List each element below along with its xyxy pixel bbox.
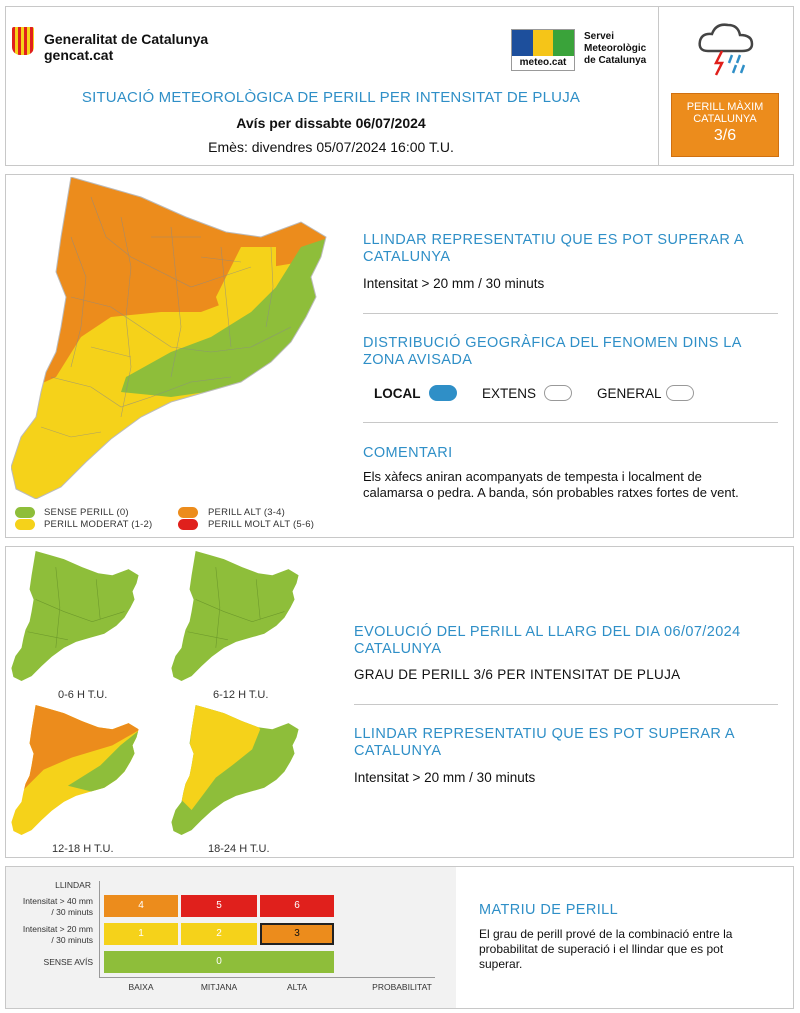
matrix-panel bbox=[5, 866, 794, 1009]
comment-text: Els xàfecs aniran acompanyats de tempesta i localment de calamarsa o pedra. A banda, són probables ratxes fortes de vent. bbox=[363, 469, 739, 500]
evolution-map-0-6 bbox=[11, 551, 141, 681]
page-title: SITUACIÓ METEOROLÒGICA DE PERILL PER INTENSITAT DE PLUJA bbox=[81, 89, 581, 106]
header-divider bbox=[658, 7, 659, 165]
evolution-threshold-title: LLINDAR REPRESENTATIU QUE ES POT SUPERAR A CATALUNYA bbox=[354, 726, 735, 759]
option-local-label: LOCAL bbox=[374, 386, 421, 401]
meteocat-logo-text: meteo.cat bbox=[519, 57, 567, 68]
matrix-cell-1: 1 bbox=[104, 923, 178, 945]
max-danger-line1: PERILL MÀXIM bbox=[686, 101, 764, 113]
evolution-grade-text: GRAU DE PERILL 3/6 PER INTENSITAT DE PLUJA bbox=[354, 667, 681, 682]
evolution-threshold-text: Intensitat > 20 mm / 30 minuts bbox=[354, 770, 536, 785]
matrix-cell-6: 6 bbox=[260, 895, 334, 917]
comment-title: COMENTARI bbox=[363, 445, 453, 461]
smc-name-line2: Meteorològic bbox=[584, 43, 647, 54]
evolution-map-18-24 bbox=[171, 705, 301, 835]
threshold-title: LLINDAR REPRESENTATIU QUE ES POT SUPERAR A CATALUNYA bbox=[363, 232, 744, 265]
warning-date: Avís per dissabte 06/07/2024 bbox=[236, 115, 426, 131]
option-general-label: GENERAL bbox=[597, 386, 662, 401]
meteocat-logo-icon bbox=[512, 30, 574, 56]
max-danger-badge bbox=[671, 93, 779, 157]
org-site: gencat.cat bbox=[44, 47, 114, 63]
org-name: Generalitat de Catalunya bbox=[44, 31, 209, 47]
smc-name-line3: de Catalunya bbox=[584, 55, 647, 66]
evolution-label-6-12: 6-12 H T.U. bbox=[213, 689, 269, 701]
threshold-text: Intensitat > 20 mm / 30 minuts bbox=[363, 276, 545, 291]
evolution-label-18-24: 18-24 H T.U. bbox=[208, 843, 270, 855]
meteocat-logo bbox=[511, 29, 575, 71]
matrix-y-axis bbox=[99, 881, 100, 977]
issued-date: Emès: divendres 05/07/2024 16:00 T.U. bbox=[208, 139, 454, 155]
evolution-map-12-18 bbox=[11, 705, 141, 835]
legend-swatch-yellow bbox=[15, 519, 35, 530]
matrix-row-label-40: Intensitat > 40 mm / 30 minuts bbox=[22, 896, 93, 917]
distribution-title: DISTRIBUCIÓ GEOGRÀFICA DEL FENOMEN DINS LA ZONA AVISADA bbox=[363, 335, 742, 368]
matrix-row-label-none: SENSE AVÍS bbox=[43, 957, 93, 967]
legend-swatch-red bbox=[178, 519, 198, 530]
legend-label-none: SENSE PERILL (0) bbox=[44, 507, 129, 518]
matrix-row-label-20: Intensitat > 20 mm / 30 minuts bbox=[22, 924, 93, 945]
generalitat-logo-icon bbox=[12, 27, 34, 55]
evolution-panel bbox=[5, 546, 794, 858]
matrix-cell-5: 5 bbox=[181, 895, 257, 917]
thunderstorm-rain-icon bbox=[694, 17, 758, 77]
separator bbox=[363, 313, 778, 314]
evolution-title: EVOLUCIÓ DEL PERILL AL LLARG DEL DIA 06/07/2024 CATALUNYA bbox=[354, 624, 741, 657]
matrix-col-baixa: BAIXA bbox=[128, 982, 154, 992]
legend-swatch-orange bbox=[178, 507, 198, 518]
legend-label-high: PERILL ALT (3-4) bbox=[208, 507, 285, 518]
option-general-toggle[interactable] bbox=[666, 385, 694, 401]
matrix-title: MATRIU DE PERILL bbox=[479, 902, 619, 918]
matrix-x-axis-title: PROBABILITAT bbox=[372, 982, 432, 992]
catalonia-danger-map bbox=[11, 177, 331, 499]
separator bbox=[363, 422, 778, 423]
legend-swatch-green bbox=[15, 507, 35, 518]
evolution-label-12-18: 12-18 H T.U. bbox=[52, 843, 114, 855]
matrix-cell-2: 2 bbox=[181, 923, 257, 945]
smc-name-line1: Servei bbox=[584, 31, 615, 42]
option-local-toggle[interactable] bbox=[429, 385, 457, 401]
matrix-col-mitjana: MITJANA bbox=[200, 982, 238, 992]
matrix-y-axis-title: LLINDAR bbox=[55, 880, 91, 890]
evolution-map-6-12 bbox=[171, 551, 301, 681]
main-panel bbox=[5, 174, 794, 538]
option-extens-label: EXTENS bbox=[482, 386, 537, 401]
matrix-cell-0: 0 bbox=[104, 951, 334, 973]
matrix-cell-3-highlighted: 3 bbox=[260, 923, 334, 945]
separator bbox=[354, 704, 778, 705]
matrix-col-alta: ALTA bbox=[287, 982, 307, 992]
max-danger-value: 3/6 bbox=[713, 127, 737, 144]
evolution-label-0-6: 0-6 H T.U. bbox=[58, 689, 108, 701]
legend-label-very-high: PERILL MOLT ALT (5-6) bbox=[208, 519, 315, 530]
header-panel bbox=[5, 6, 794, 166]
matrix-x-axis bbox=[99, 977, 435, 978]
option-extens-toggle[interactable] bbox=[544, 385, 572, 401]
matrix-cell-4: 4 bbox=[104, 895, 178, 917]
legend-label-moderate: PERILL MODERAT (1-2) bbox=[44, 519, 153, 530]
matrix-text: El grau de perill prové de la combinació entre la probabilitat de superació i el llindar que es pot superar. bbox=[479, 927, 733, 971]
max-danger-line2: CATALUNYA bbox=[693, 113, 757, 125]
